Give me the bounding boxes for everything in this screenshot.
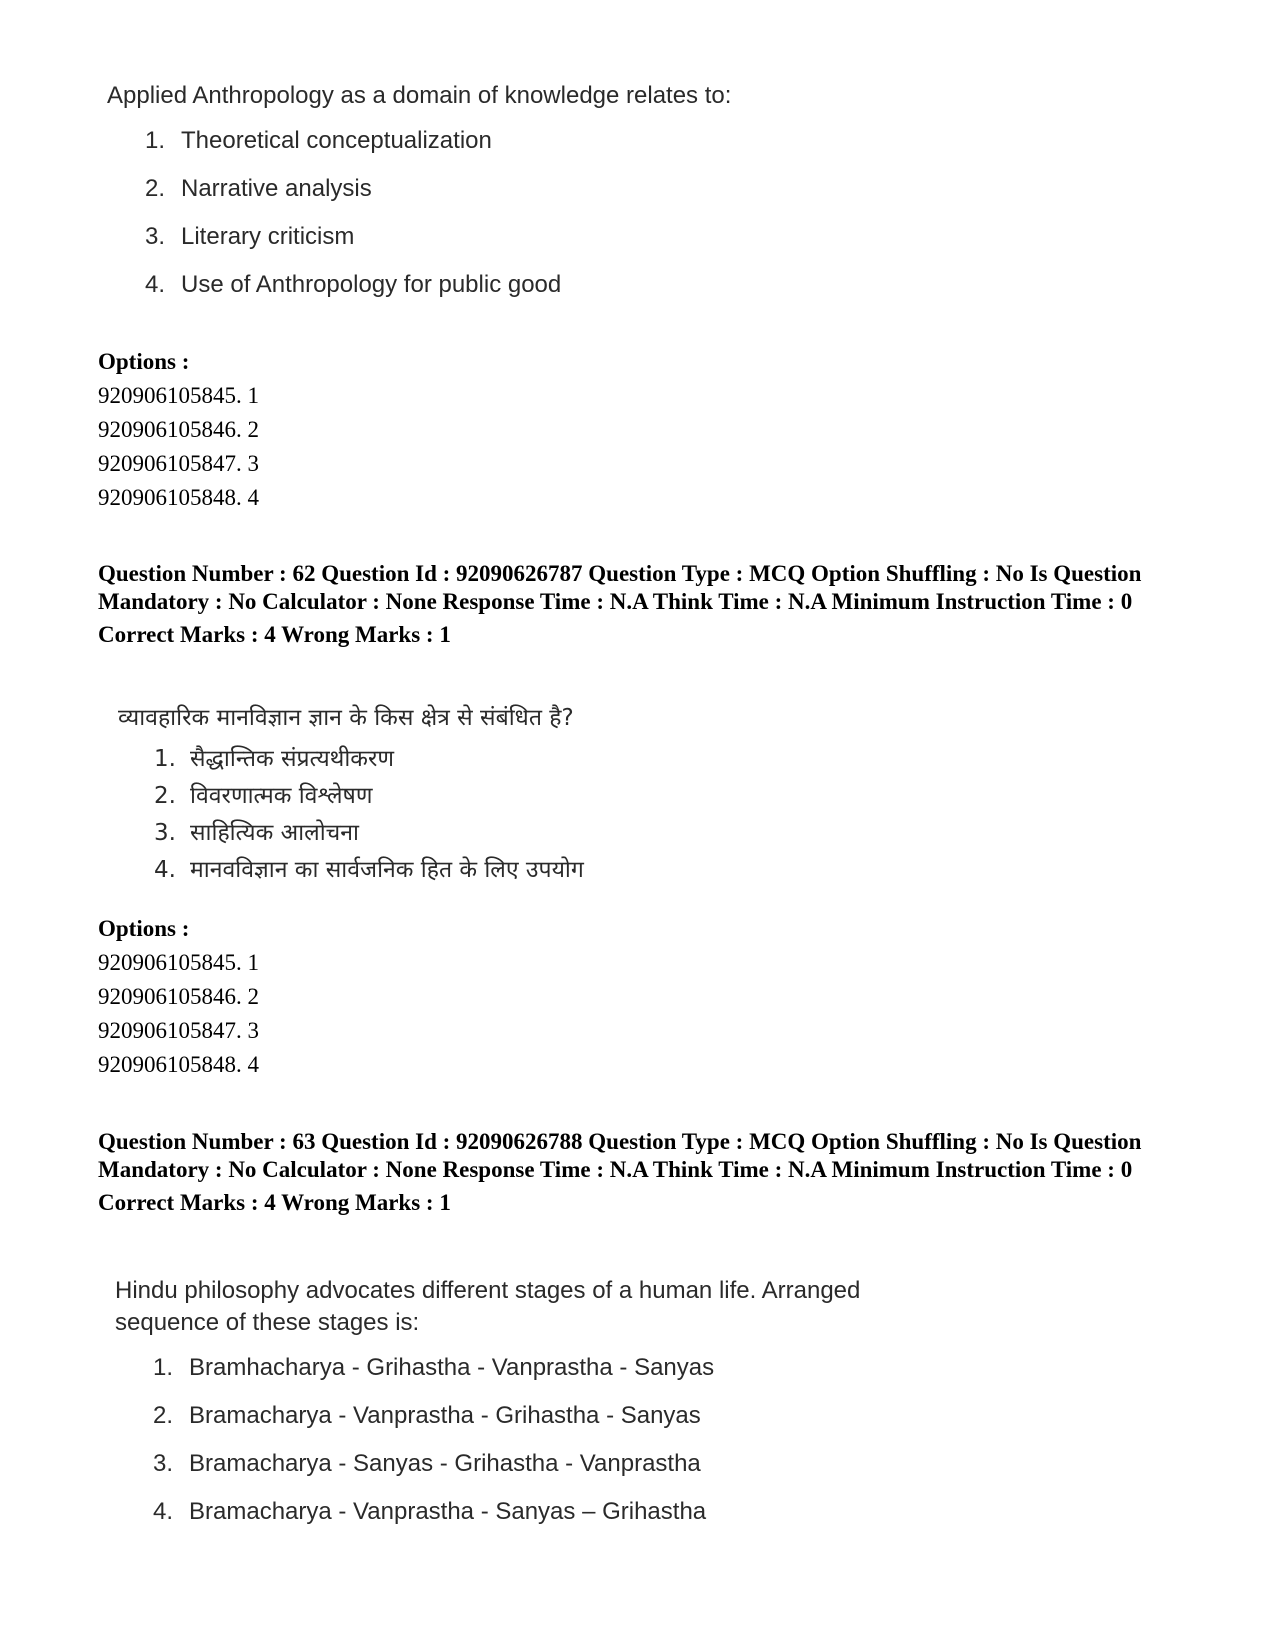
q63-choice-4: 4. Bramacharya - Vanprastha - Sanyas – Grihastha bbox=[153, 1498, 707, 1525]
q62-choice-list bbox=[154, 744, 584, 892]
q63-question-image bbox=[115, 1275, 915, 1545]
q62-option-1: 920906105845. 1 bbox=[98, 950, 259, 975]
q61-stem: Applied Anthropology as a domain of knowledge relates to: bbox=[107, 82, 732, 109]
q62-choice-2: 2. विवरणात्मक विश्लेषण bbox=[154, 783, 373, 809]
q61-options bbox=[98, 345, 259, 515]
q62-meta bbox=[98, 560, 1188, 649]
q62-choice-3: 3. साहित्यिक आलोचना bbox=[154, 820, 360, 846]
q62-option-2: 920906105846. 2 bbox=[98, 984, 259, 1009]
q63-choice-list bbox=[153, 1353, 915, 1545]
q61-choice-3: 3. Literary criticism bbox=[145, 223, 355, 250]
q61-options-title: Options : bbox=[98, 349, 190, 374]
q63-meta-text: Question Number : 63 Question Id : 92090626788 Question Type : MCQ Option Shuffling : No Is Question Mandatory : No Calculator : None Response Time : N.A Think Time : N.A Minimum Instruction Time : 0 bbox=[98, 1129, 1142, 1182]
q63-marks: Correct Marks : 4 Wrong Marks : 1 bbox=[98, 1190, 451, 1215]
q62-question-image bbox=[118, 702, 584, 892]
q62-stem: व्यावहारिक मानविज्ञान ज्ञान के किस क्षेत्र से संबंधित है? bbox=[118, 705, 574, 731]
q63-choice-2: 2. Bramacharya - Vanprastha - Grihastha - Sanyas bbox=[153, 1402, 701, 1429]
q61-option-1: 920906105845. 1 bbox=[98, 383, 259, 408]
q61-choice-2: 2. Narrative analysis bbox=[145, 175, 372, 202]
q61-choice-1: 1. Theoretical conceptualization bbox=[145, 127, 492, 154]
q62-option-4: 920906105848. 4 bbox=[98, 1052, 259, 1077]
q62-choice-1: 1. सैद्धान्तिक संप्रत्यथीकरण bbox=[154, 746, 395, 772]
q62-options bbox=[98, 912, 259, 1082]
q61-choice-list bbox=[145, 126, 731, 318]
q61-option-4: 920906105848. 4 bbox=[98, 485, 259, 510]
q62-options-title: Options : bbox=[98, 916, 190, 941]
q62-choice-4: 4. मानवविज्ञान का सार्वजनिक हित के लिए उपयोग bbox=[154, 857, 584, 883]
q62-meta-text: Question Number : 62 Question Id : 92090626787 Question Type : MCQ Option Shuffling : No Is Question Mandatory : No Calculator : None Response Time : N.A Think Time : N.A Minimum Instruction Time : 0 bbox=[98, 561, 1142, 614]
q63-meta bbox=[98, 1128, 1188, 1217]
q63-choice-1: 1. Bramhacharya - Grihastha - Vanprastha - Sanyas bbox=[153, 1354, 715, 1381]
q61-choice-4: 4. Use of Anthropology for public good bbox=[145, 271, 562, 298]
q61-option-3: 920906105847. 3 bbox=[98, 451, 259, 476]
q62-marks: Correct Marks : 4 Wrong Marks : 1 bbox=[98, 622, 451, 647]
q61-option-2: 920906105846. 2 bbox=[98, 417, 259, 442]
q63-choice-3: 3. Bramacharya - Sanyas - Grihastha - Vanprastha bbox=[153, 1450, 701, 1477]
q61-question-image bbox=[107, 80, 731, 318]
q63-stem: Hindu philosophy advocates different stages of a human life. Arranged sequence of these stages is: bbox=[115, 1277, 861, 1336]
q62-option-3: 920906105847. 3 bbox=[98, 1018, 259, 1043]
